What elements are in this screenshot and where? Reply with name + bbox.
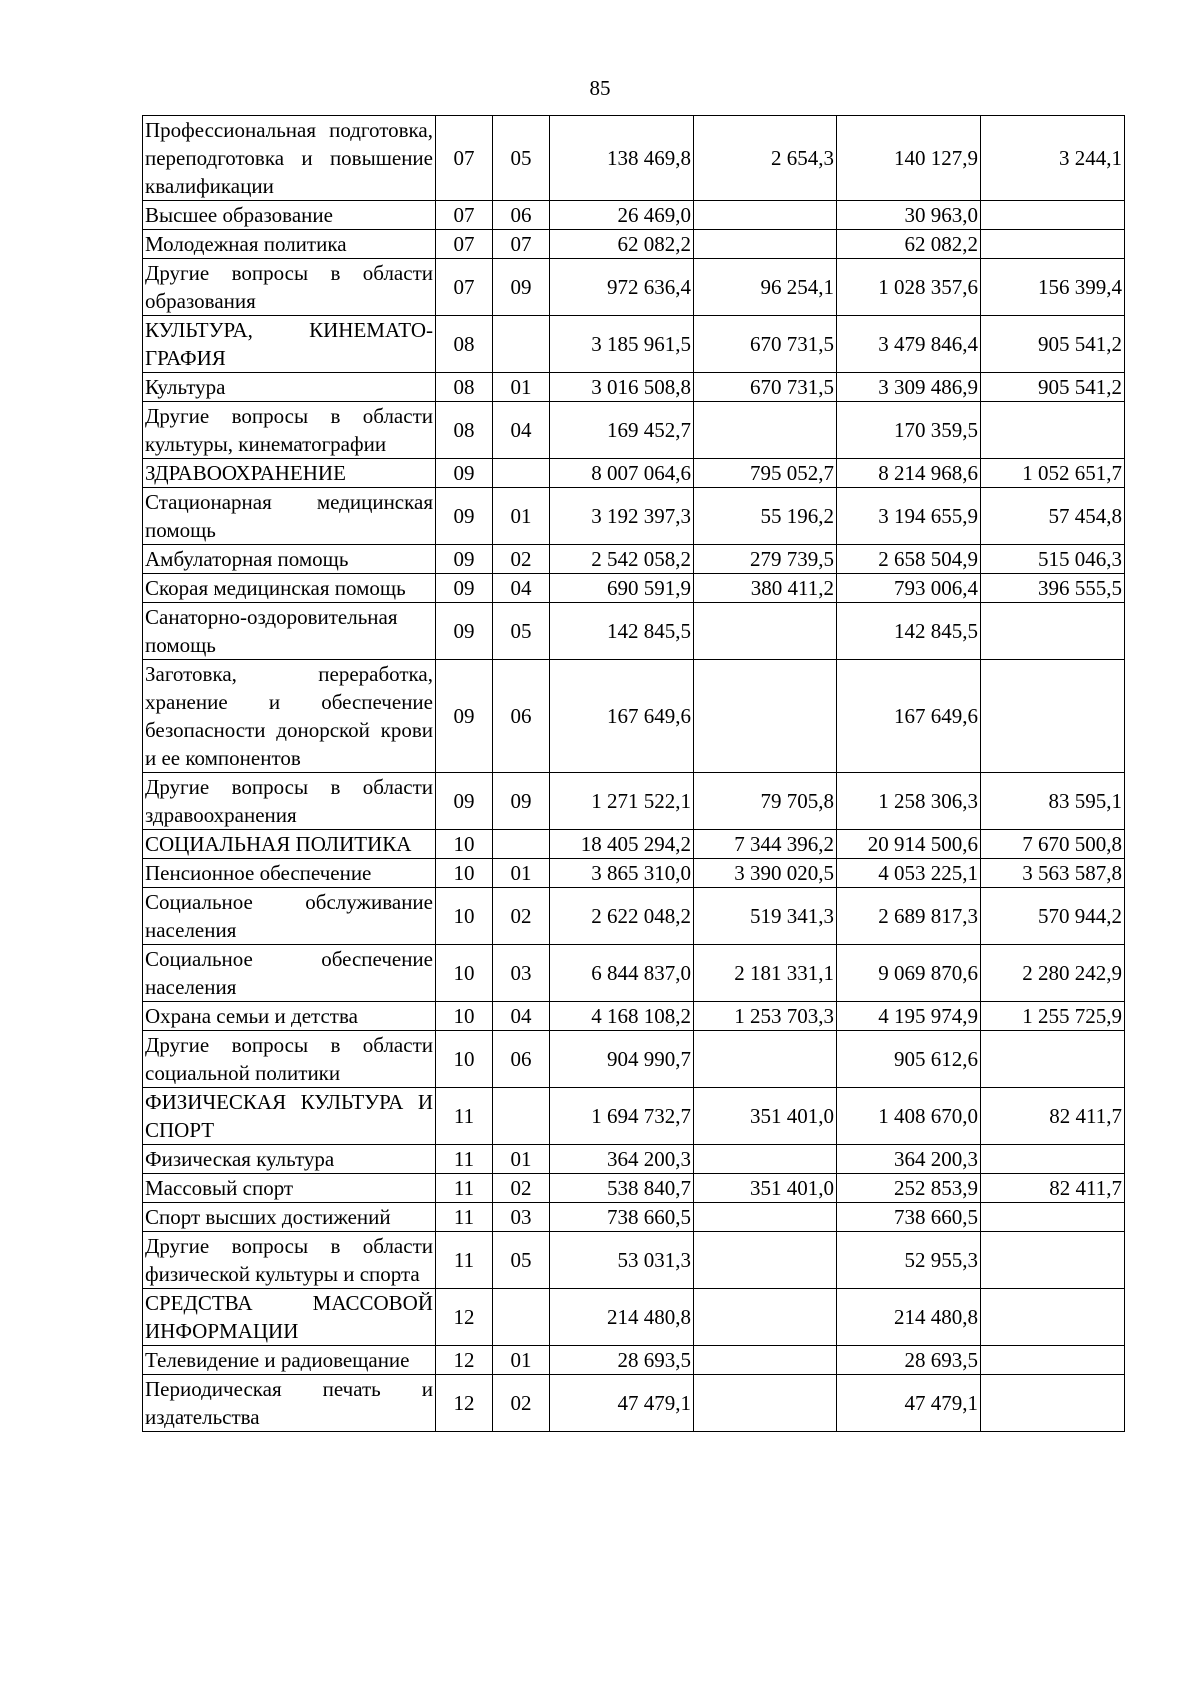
row-value-2 — [694, 1289, 837, 1346]
table-row — [143, 116, 1125, 201]
row-value-1: 2 622 048,2 — [550, 888, 694, 945]
row-value-3: 167 649,6 — [837, 660, 981, 773]
row-value-2 — [694, 230, 837, 259]
row-section-code: 10 — [436, 830, 493, 859]
row-subsection-code: 04 — [493, 1002, 550, 1031]
row-value-3: 30 963,0 — [837, 201, 981, 230]
row-value-3: 3 309 486,9 — [837, 373, 981, 402]
table-row — [143, 945, 1125, 1002]
row-subsection-code: 01 — [493, 488, 550, 545]
row-value-4: 515 046,3 — [981, 545, 1125, 574]
table-row — [143, 859, 1125, 888]
row-section-code: 09 — [436, 459, 493, 488]
row-value-4: 3 244,1 — [981, 116, 1125, 201]
row-name: Пенсионное обеспечение — [143, 859, 436, 888]
row-section-code: 10 — [436, 1031, 493, 1088]
row-subsection-code: 02 — [493, 888, 550, 945]
row-value-1: 3 185 961,5 — [550, 316, 694, 373]
row-value-2 — [694, 1031, 837, 1088]
row-value-4: 83 595,1 — [981, 773, 1125, 830]
row-value-4 — [981, 201, 1125, 230]
row-subsection-code: 09 — [493, 773, 550, 830]
row-value-1: 3 016 508,8 — [550, 373, 694, 402]
row-value-2: 351 401,0 — [694, 1174, 837, 1203]
row-subsection-code: 05 — [493, 603, 550, 660]
row-value-2: 351 401,0 — [694, 1088, 837, 1145]
row-value-1: 904 990,7 — [550, 1031, 694, 1088]
row-value-2 — [694, 402, 837, 459]
row-value-4 — [981, 1203, 1125, 1232]
row-value-3: 1 258 306,3 — [837, 773, 981, 830]
row-value-2: 2 654,3 — [694, 116, 837, 201]
row-value-1: 538 840,7 — [550, 1174, 694, 1203]
row-value-3: 4 053 225,1 — [837, 859, 981, 888]
row-name: Охрана семьи и детства — [143, 1002, 436, 1031]
row-name: КУЛЬТУРА, КИНЕМАТОГРАФИЯ — [143, 316, 436, 373]
row-name: Культура — [143, 373, 436, 402]
row-subsection-code: 06 — [493, 660, 550, 773]
row-value-2: 2 181 331,1 — [694, 945, 837, 1002]
table-row — [143, 660, 1125, 773]
row-value-2: 96 254,1 — [694, 259, 837, 316]
row-value-3: 738 660,5 — [837, 1203, 981, 1232]
row-value-1: 1 271 522,1 — [550, 773, 694, 830]
row-name: ФИЗИЧЕСКАЯ КУЛЬТУРА И СПОРТ — [143, 1088, 436, 1145]
row-section-code: 10 — [436, 859, 493, 888]
row-value-3: 2 658 504,9 — [837, 545, 981, 574]
row-value-1: 53 031,3 — [550, 1232, 694, 1289]
row-value-2: 380 411,2 — [694, 574, 837, 603]
row-subsection-code: 05 — [493, 116, 550, 201]
row-value-3: 793 006,4 — [837, 574, 981, 603]
row-value-3: 20 914 500,6 — [837, 830, 981, 859]
row-value-4 — [981, 1145, 1125, 1174]
row-value-4: 156 399,4 — [981, 259, 1125, 316]
table-row — [143, 830, 1125, 859]
row-value-1: 28 693,5 — [550, 1346, 694, 1375]
row-subsection-code — [493, 316, 550, 373]
row-value-2: 7 344 396,2 — [694, 830, 837, 859]
row-name: Социальное обслуживание населения — [143, 888, 436, 945]
row-value-1: 2 542 058,2 — [550, 545, 694, 574]
row-subsection-code: 06 — [493, 201, 550, 230]
row-subsection-code: 01 — [493, 859, 550, 888]
row-value-2 — [694, 603, 837, 660]
row-value-4: 82 411,7 — [981, 1088, 1125, 1145]
row-name: Массовый спорт — [143, 1174, 436, 1203]
row-name: Молодежная политика — [143, 230, 436, 259]
row-value-3: 1 408 670,0 — [837, 1088, 981, 1145]
row-value-4: 57 454,8 — [981, 488, 1125, 545]
row-value-1: 3 865 310,0 — [550, 859, 694, 888]
row-value-2 — [694, 660, 837, 773]
row-value-2 — [694, 1232, 837, 1289]
row-section-code: 09 — [436, 660, 493, 773]
row-value-3: 52 955,3 — [837, 1232, 981, 1289]
row-subsection-code: 03 — [493, 945, 550, 1002]
row-value-2 — [694, 1346, 837, 1375]
table-row — [143, 316, 1125, 373]
table-row — [143, 1203, 1125, 1232]
row-section-code: 09 — [436, 574, 493, 603]
row-value-3: 252 853,9 — [837, 1174, 981, 1203]
row-subsection-code: 01 — [493, 1145, 550, 1174]
row-value-2: 519 341,3 — [694, 888, 837, 945]
row-value-1: 26 469,0 — [550, 201, 694, 230]
row-value-4: 570 944,2 — [981, 888, 1125, 945]
row-value-1: 18 405 294,2 — [550, 830, 694, 859]
row-name: Телевидение и радиовещание — [143, 1346, 436, 1375]
row-subsection-code: 02 — [493, 1375, 550, 1432]
table-row — [143, 1002, 1125, 1031]
row-value-2: 279 739,5 — [694, 545, 837, 574]
row-value-3: 905 612,6 — [837, 1031, 981, 1088]
row-section-code: 11 — [436, 1232, 493, 1289]
table-row — [143, 1174, 1125, 1203]
row-value-1: 690 591,9 — [550, 574, 694, 603]
row-section-code: 07 — [436, 230, 493, 259]
table-row — [143, 603, 1125, 660]
row-name: СОЦИАЛЬНАЯ ПОЛИТИКА — [143, 830, 436, 859]
row-section-code: 11 — [436, 1088, 493, 1145]
row-section-code: 12 — [436, 1346, 493, 1375]
row-name: Другие вопросы в области физической культуры и спорта — [143, 1232, 436, 1289]
row-value-2: 1 253 703,3 — [694, 1002, 837, 1031]
row-name: Высшее образование — [143, 201, 436, 230]
row-value-2 — [694, 1145, 837, 1174]
row-name: Заготовка, переработка, хранение и обеспечение безопасности донорской крови и ее компонентов — [143, 660, 436, 773]
row-subsection-code: 03 — [493, 1203, 550, 1232]
row-section-code: 10 — [436, 888, 493, 945]
row-value-4 — [981, 603, 1125, 660]
row-value-3: 214 480,8 — [837, 1289, 981, 1346]
row-value-3: 2 689 817,3 — [837, 888, 981, 945]
row-value-4: 2 280 242,9 — [981, 945, 1125, 1002]
row-name: Санаторно-оздоровительная помощь — [143, 603, 436, 660]
row-name: Амбулаторная помощь — [143, 545, 436, 574]
row-value-1: 47 479,1 — [550, 1375, 694, 1432]
table-row — [143, 1145, 1125, 1174]
row-value-4: 1 255 725,9 — [981, 1002, 1125, 1031]
row-section-code: 07 — [436, 116, 493, 201]
row-value-4 — [981, 230, 1125, 259]
row-value-3: 4 195 974,9 — [837, 1002, 981, 1031]
row-value-2 — [694, 1375, 837, 1432]
row-name: Периодическая печать и издательства — [143, 1375, 436, 1432]
row-value-3: 9 069 870,6 — [837, 945, 981, 1002]
row-value-3: 142 845,5 — [837, 603, 981, 660]
table-row — [143, 1232, 1125, 1289]
row-value-4: 1 052 651,7 — [981, 459, 1125, 488]
row-value-4: 905 541,2 — [981, 373, 1125, 402]
row-subsection-code — [493, 459, 550, 488]
table-row — [143, 545, 1125, 574]
row-section-code: 09 — [436, 545, 493, 574]
row-value-1: 167 649,6 — [550, 660, 694, 773]
row-value-1: 142 845,5 — [550, 603, 694, 660]
row-section-code: 07 — [436, 259, 493, 316]
row-subsection-code: 02 — [493, 545, 550, 574]
table-row — [143, 1088, 1125, 1145]
row-subsection-code — [493, 830, 550, 859]
row-value-4: 905 541,2 — [981, 316, 1125, 373]
row-name: Другие вопросы в области образования — [143, 259, 436, 316]
table-row — [143, 1031, 1125, 1088]
row-section-code: 11 — [436, 1145, 493, 1174]
row-value-1: 214 480,8 — [550, 1289, 694, 1346]
row-value-4 — [981, 1232, 1125, 1289]
row-subsection-code — [493, 1289, 550, 1346]
row-value-2: 670 731,5 — [694, 373, 837, 402]
row-value-3: 1 028 357,6 — [837, 259, 981, 316]
row-name: Другие вопросы в области культуры, кинематографии — [143, 402, 436, 459]
row-section-code: 12 — [436, 1375, 493, 1432]
row-section-code: 09 — [436, 773, 493, 830]
row-value-1: 4 168 108,2 — [550, 1002, 694, 1031]
table-row — [143, 1346, 1125, 1375]
row-name: Спорт высших достижений — [143, 1203, 436, 1232]
row-value-1: 138 469,8 — [550, 116, 694, 201]
table-row — [143, 888, 1125, 945]
row-subsection-code: 01 — [493, 1346, 550, 1375]
row-name: Другие вопросы в области здравоохранения — [143, 773, 436, 830]
row-name: Профессиональная подготовка, переподготовка и повышение квалификации — [143, 116, 436, 201]
row-value-3: 28 693,5 — [837, 1346, 981, 1375]
row-name: Другие вопросы в области социальной политики — [143, 1031, 436, 1088]
row-value-2 — [694, 201, 837, 230]
table-row — [143, 488, 1125, 545]
row-value-4: 7 670 500,8 — [981, 830, 1125, 859]
row-subsection-code: 02 — [493, 1174, 550, 1203]
row-subsection-code: 07 — [493, 230, 550, 259]
table-row — [143, 1289, 1125, 1346]
row-name: Физическая культура — [143, 1145, 436, 1174]
row-value-1: 364 200,3 — [550, 1145, 694, 1174]
page-number: 85 — [589, 76, 611, 100]
row-value-3: 62 082,2 — [837, 230, 981, 259]
table-row — [143, 259, 1125, 316]
budget-table — [142, 115, 1125, 1432]
row-value-4 — [981, 1346, 1125, 1375]
row-value-2: 79 705,8 — [694, 773, 837, 830]
row-section-code: 11 — [436, 1203, 493, 1232]
row-section-code: 08 — [436, 402, 493, 459]
row-value-1: 6 844 837,0 — [550, 945, 694, 1002]
row-value-1: 1 694 732,7 — [550, 1088, 694, 1145]
row-value-3: 3 194 655,9 — [837, 488, 981, 545]
row-value-1: 8 007 064,6 — [550, 459, 694, 488]
row-value-3: 8 214 968,6 — [837, 459, 981, 488]
row-value-2: 670 731,5 — [694, 316, 837, 373]
row-subsection-code: 04 — [493, 402, 550, 459]
row-value-4 — [981, 1289, 1125, 1346]
table-row — [143, 402, 1125, 459]
row-section-code: 11 — [436, 1174, 493, 1203]
row-value-4 — [981, 402, 1125, 459]
budget-table-body — [143, 116, 1125, 1432]
row-section-code: 08 — [436, 373, 493, 402]
row-value-4: 396 555,5 — [981, 574, 1125, 603]
row-section-code: 08 — [436, 316, 493, 373]
row-value-1: 972 636,4 — [550, 259, 694, 316]
row-value-1: 169 452,7 — [550, 402, 694, 459]
row-name: Социальное обеспечение населения — [143, 945, 436, 1002]
row-subsection-code: 05 — [493, 1232, 550, 1289]
row-name: ЗДРАВООХРАНЕНИЕ — [143, 459, 436, 488]
row-subsection-code — [493, 1088, 550, 1145]
row-subsection-code: 01 — [493, 373, 550, 402]
table-row — [143, 773, 1125, 830]
table-row — [143, 201, 1125, 230]
table-row — [143, 230, 1125, 259]
table-row — [143, 1375, 1125, 1432]
row-subsection-code: 06 — [493, 1031, 550, 1088]
row-value-3: 3 479 846,4 — [837, 316, 981, 373]
row-section-code: 12 — [436, 1289, 493, 1346]
row-subsection-code: 09 — [493, 259, 550, 316]
row-value-4: 3 563 587,8 — [981, 859, 1125, 888]
table-row — [143, 373, 1125, 402]
row-section-code: 09 — [436, 603, 493, 660]
row-value-3: 140 127,9 — [837, 116, 981, 201]
row-value-4 — [981, 660, 1125, 773]
row-value-4 — [981, 1031, 1125, 1088]
row-value-1: 3 192 397,3 — [550, 488, 694, 545]
row-name: СРЕДСТВА МАССОВОЙ ИНФОРМАЦИИ — [143, 1289, 436, 1346]
table-row — [143, 459, 1125, 488]
row-value-2: 795 052,7 — [694, 459, 837, 488]
row-subsection-code: 04 — [493, 574, 550, 603]
row-section-code: 10 — [436, 1002, 493, 1031]
row-value-2: 3 390 020,5 — [694, 859, 837, 888]
row-value-3: 170 359,5 — [837, 402, 981, 459]
row-value-3: 47 479,1 — [837, 1375, 981, 1432]
row-value-4 — [981, 1375, 1125, 1432]
row-section-code: 07 — [436, 201, 493, 230]
row-section-code: 10 — [436, 945, 493, 1002]
row-value-1: 62 082,2 — [550, 230, 694, 259]
table-row — [143, 574, 1125, 603]
row-name: Скорая медицинская помощь — [143, 574, 436, 603]
row-value-3: 364 200,3 — [837, 1145, 981, 1174]
row-value-2 — [694, 1203, 837, 1232]
row-value-4: 82 411,7 — [981, 1174, 1125, 1203]
row-section-code: 09 — [436, 488, 493, 545]
row-value-1: 738 660,5 — [550, 1203, 694, 1232]
row-value-2: 55 196,2 — [694, 488, 837, 545]
row-name: Стационарная медицинская помощь — [143, 488, 436, 545]
